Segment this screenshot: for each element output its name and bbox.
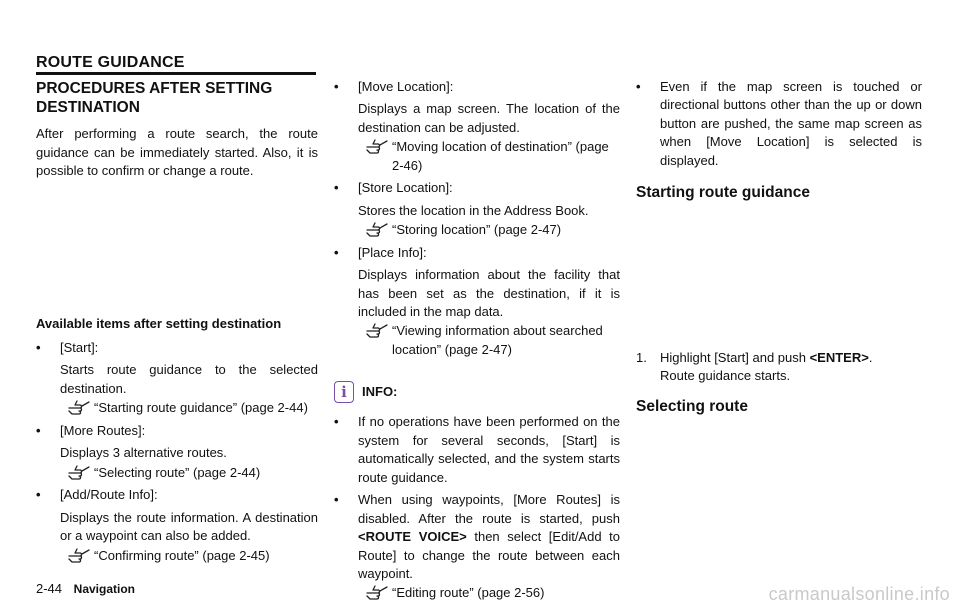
bullet: •	[36, 487, 41, 503]
step-item	[636, 349, 922, 386]
bullet: •	[334, 244, 339, 260]
available-items-heading: Available items after setting destination	[36, 315, 282, 331]
reference-text: “Viewing information about searched location” (page 2-47)	[392, 323, 603, 357]
list-item	[36, 339, 318, 418]
info-text: If no operations have been performed on the system for several seconds, [Start] is automatically selected, and the system starts route guidance.	[358, 414, 620, 485]
cross-reference[interactable]	[358, 322, 620, 359]
footer-section: Navigation	[73, 582, 135, 596]
info-label: INFO:	[362, 384, 398, 400]
available-items-list	[36, 339, 318, 565]
bullet: •	[36, 340, 41, 355]
cross-reference[interactable]	[358, 584, 620, 602]
pointing-hand-icon	[366, 322, 388, 338]
item-label: [Start]:	[60, 340, 99, 355]
available-items-list-continued	[334, 78, 620, 359]
starting-route-guidance-heading: Starting route guidance	[636, 184, 810, 202]
column-1	[36, 78, 318, 569]
route-voice-key: <ROUTE VOICE>	[358, 529, 467, 545]
section-title: ROUTE GUIDANCE	[36, 54, 185, 71]
step-text	[660, 350, 872, 365]
item-desc: Displays 3 alternative routes.	[60, 445, 227, 461]
step-result: Route guidance starts.	[660, 368, 791, 384]
step-number: 1.	[636, 349, 647, 365]
bullet: •	[334, 492, 339, 508]
pointing-hand-icon	[68, 399, 90, 415]
page-number: 2-44	[36, 581, 63, 596]
list-item	[334, 413, 620, 487]
item-desc: Displays information about the facility that has been set as the destination, if it is included in the map data.	[358, 267, 620, 319]
item-label: [More Routes]:	[60, 422, 146, 438]
steps-list	[636, 349, 922, 386]
item-label: [Store Location]:	[358, 180, 453, 196]
bullet: •	[334, 180, 339, 196]
intro-paragraph: After performing a route search, the route guidance can be immediately started. Also, it is possible to confirm or change a route.	[36, 126, 318, 179]
reference-text: “Editing route” (page 2-56)	[392, 585, 545, 601]
page-footer	[36, 580, 135, 598]
bullet: •	[334, 414, 339, 430]
watermark: carmanualsonline.info	[768, 584, 950, 604]
cross-reference[interactable]	[60, 399, 318, 417]
list-item	[36, 486, 318, 565]
item-label: [Place Info]:	[358, 244, 427, 260]
info-block	[334, 381, 620, 403]
selecting-route-heading: Selecting route	[636, 397, 748, 415]
spacer	[36, 181, 318, 315]
reference-text: “Starting route guidance” (page 2-44)	[94, 400, 308, 416]
bullet: •	[36, 422, 41, 438]
list-item	[36, 422, 318, 482]
spacer	[636, 203, 922, 349]
list-item	[636, 78, 922, 170]
pointing-hand-icon	[68, 547, 90, 563]
info-text-post: then select [Edit/Add to Route] to change the route between each waypoint.	[358, 529, 621, 581]
info-text-pre: When using waypoints, [More Routes] is disabled. After the route is started, push	[358, 492, 620, 526]
info-icon: i	[334, 381, 354, 403]
pointing-hand-icon	[366, 584, 388, 600]
item-desc: Displays the route information. A destination or a waypoint can also be added.	[60, 509, 318, 544]
reference-text: “Storing location” (page 2-47)	[392, 222, 562, 238]
step-text-post: .	[868, 349, 873, 365]
pointing-hand-icon	[68, 464, 90, 480]
bullet: •	[334, 79, 339, 94]
info-text	[358, 491, 620, 583]
cross-reference[interactable]	[358, 138, 620, 175]
column-2	[334, 78, 620, 607]
reference-text: “Moving location of destination” (page 2-46)	[392, 139, 609, 173]
list-item	[334, 179, 620, 239]
section-rule	[36, 72, 316, 75]
list-item	[334, 491, 620, 603]
info-text: Even if the map screen is touched or directional buttons other than the up or down button are pushed, the same map screen as when [Move Location] is selected is displayed.	[660, 79, 922, 168]
column-3	[636, 78, 922, 416]
cross-reference[interactable]	[60, 547, 318, 565]
list-item	[334, 78, 620, 175]
item-label: [Move Location]:	[358, 79, 454, 94]
pointing-hand-icon	[366, 221, 388, 237]
list-item	[334, 244, 620, 360]
reference-text: “Selecting route” (page 2-44)	[94, 464, 261, 480]
item-desc: Displays a map screen. The location of the destination can be adjusted.	[358, 101, 620, 135]
reference-text: “Confirming route” (page 2-45)	[94, 547, 270, 563]
cross-reference[interactable]	[358, 221, 620, 239]
procedure-heading: PROCEDURES AFTER SETTING DESTINATION	[36, 80, 273, 116]
step-text-pre: Highlight [Start] and push	[660, 349, 810, 365]
bullet: •	[636, 79, 641, 94]
pointing-hand-icon	[366, 138, 388, 154]
cross-reference[interactable]	[60, 464, 318, 482]
info-list	[334, 413, 620, 603]
item-label: [Add/Route Info]:	[60, 487, 158, 503]
enter-key: <ENTER>	[809, 349, 869, 365]
item-desc: Starts route guidance to the selected destination.	[60, 362, 318, 396]
info-list-continued	[636, 78, 922, 170]
item-desc: Stores the location in the Address Book.	[358, 202, 589, 218]
